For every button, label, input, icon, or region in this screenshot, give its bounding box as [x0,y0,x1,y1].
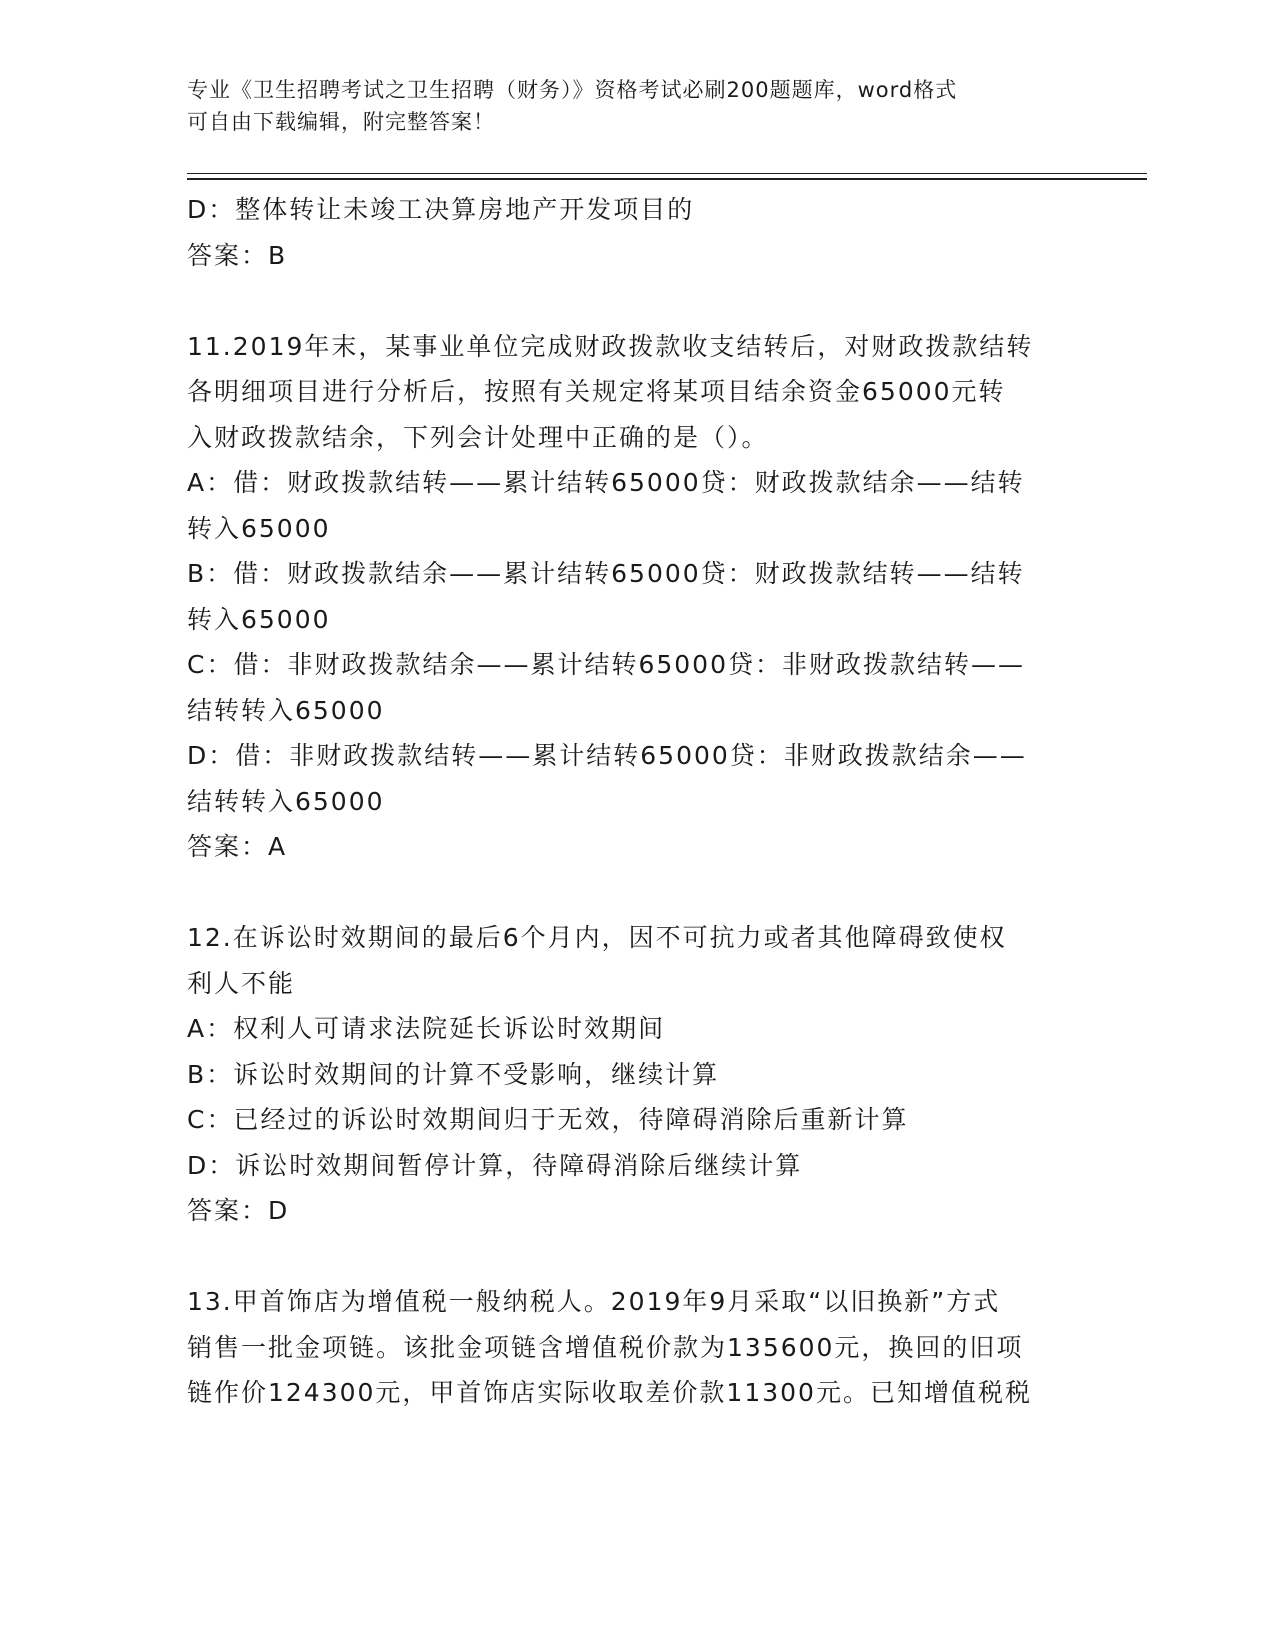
q10-answer: 答案：B [187,240,288,270]
q13-stem-line-3: 链作价124300元，甲首饰店实际收取差价款11300元。已知增值税税 [187,1378,1032,1407]
q12-answer: 答案：D [187,1196,290,1225]
document-body [187,187,1067,1416]
q13-stem-line-1: 13.甲首饰店为增值税一般纳税人。2019年9月采取“以旧换新”方式 [187,1287,1001,1316]
q11-option-b-line-1: B：借：财政拨款结余——累计结转65000贷：财政拨款结转——结转 [187,559,1025,588]
q11-option-c-line-2: 结转转入65000 [187,695,385,725]
q10-option-d: D：整体转让未竣工决算房地产开发项目的 [187,195,695,224]
header-rule-thick [187,178,1147,180]
header-rule-thin [187,173,1147,174]
q11-stem-line-3: 入财政拨款结余，下列会计处理中正确的是（）。 [187,422,769,452]
q11-option-d-line-2: 结转转入65000 [187,786,385,816]
q12-option-b: B：诉讼时效期间的计算不受影响，继续计算 [187,1059,720,1089]
q11-option-c-line-1: C：借：非财政拨款结余——累计结转65000贷：非财政拨款结转—— [187,650,1025,679]
q13-stem-line-2: 销售一批金项链。该批金项链含增值税价款为135600元，换回的旧项 [187,1332,1024,1362]
q12-stem-line-1: 12.在诉讼时效期间的最后6个月内，因不可抗力或者其他障碍致使权 [187,923,1007,952]
q11-option-a-line-2: 转入65000 [187,513,331,543]
header-line-2: 可自由下载编辑，附完整答案！ [187,110,495,134]
q12-stem-line-2: 利人不能 [187,968,296,998]
q11-option-a-line-1: A：借：财政拨款结转——累计结转65000贷：财政拨款结余——结转 [187,468,1025,497]
document-header [187,74,1067,138]
spacer [187,278,1067,324]
q11-stem-line-1: 11.2019年末，某事业单位完成财政拨款收支结转后，对财政拨款结转 [187,331,1034,361]
q11-answer: 答案：A [187,832,288,861]
q11-option-d-line-1: D：借：非财政拨款结转——累计结转65000贷：非财政拨款结余—— [187,741,1027,770]
header-line-1: 专业《卫生招聘考试之卫生招聘（财务）》资格考试必刷200题题库，word格式 [187,78,958,102]
q12-option-c: C：已经过的诉讼时效期间归于无效，待障碍消除后重新计算 [187,1105,909,1134]
spacer [187,870,1067,916]
q12-option-a: A：权利人可请求法院延长诉讼时效期间 [187,1014,666,1043]
q11-stem-line-2: 各明细项目进行分析后，按照有关规定将某项目结余资金65000元转 [187,377,1006,406]
q11-option-b-line-2: 转入65000 [187,604,331,634]
spacer [187,1234,1067,1280]
q12-option-d: D：诉讼时效期间暂停计算，待障碍消除后继续计算 [187,1150,803,1180]
